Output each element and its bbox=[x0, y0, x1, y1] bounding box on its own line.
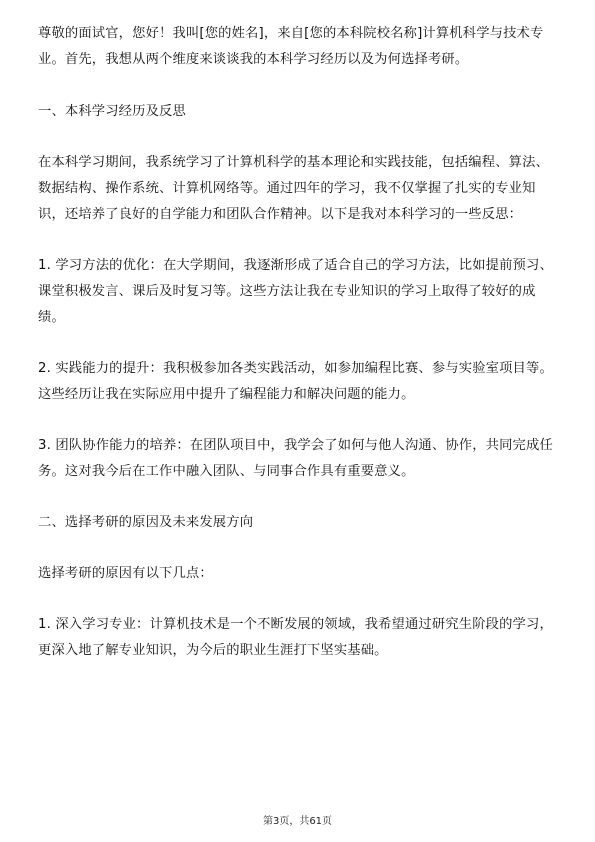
reflection-item-2: 2. 实践能力的提升：我积极参加各类实践活动，如参加编程比赛、参与实验室项目等。这些经历让我在实际应用中提升了编程能力和解决问题的能力。 bbox=[38, 361, 553, 402]
intro-paragraph: 尊敬的面试官，您好！我叫[您的姓名]，来自[您的本科院校名称]计算机科学与技术专业。首先，我想从两个维度来谈谈我的本科学习经历以及为何选择考研。 bbox=[38, 26, 544, 67]
reasons-intro: 选择考研的原因有以下几点： bbox=[38, 566, 213, 581]
reason-item-1: 1. 深入学习专业：计算机技术是一个不断发展的领域，我希望通过研究生阶段的学习，更深入地了解专业知识，为今后的职业生涯打下坚实基础。 bbox=[38, 617, 553, 658]
section-heading-graduate-exam: 二、选择考研的原因及未来发展方向 bbox=[38, 515, 254, 530]
reflection-item-1: 1. 学习方法的优化：在大学期间，我逐渐形成了适合自己的学习方法，比如提前预习、课堂积极发言、课后及时复习等。这些方法让我在专业知识的学习上取得了较好的成绩。 bbox=[38, 258, 553, 325]
section-heading-undergraduate: 一、本科学习经历及反思 bbox=[38, 104, 186, 119]
page-number: 第3页，共61页 bbox=[262, 816, 333, 827]
document-body bbox=[38, 21, 560, 664]
undergraduate-summary-paragraph: 在本科学习期间，我系统学习了计算机科学的基本理论和实践技能，包括编程、算法、数据结构、操作系统、计算机网络等。通过四年的学习，我不仅掌握了扎实的专业知识，还培养了良好的自学能力和团队合作精神。以下是我对本科学习的一些反思： bbox=[38, 155, 549, 222]
reflection-item-3: 3. 团队协作能力的培养：在团队项目中，我学会了如何与他人沟通、协作，共同完成任务。这对我今后在工作中融入团队、与同事合作具有重要意义。 bbox=[38, 438, 553, 479]
